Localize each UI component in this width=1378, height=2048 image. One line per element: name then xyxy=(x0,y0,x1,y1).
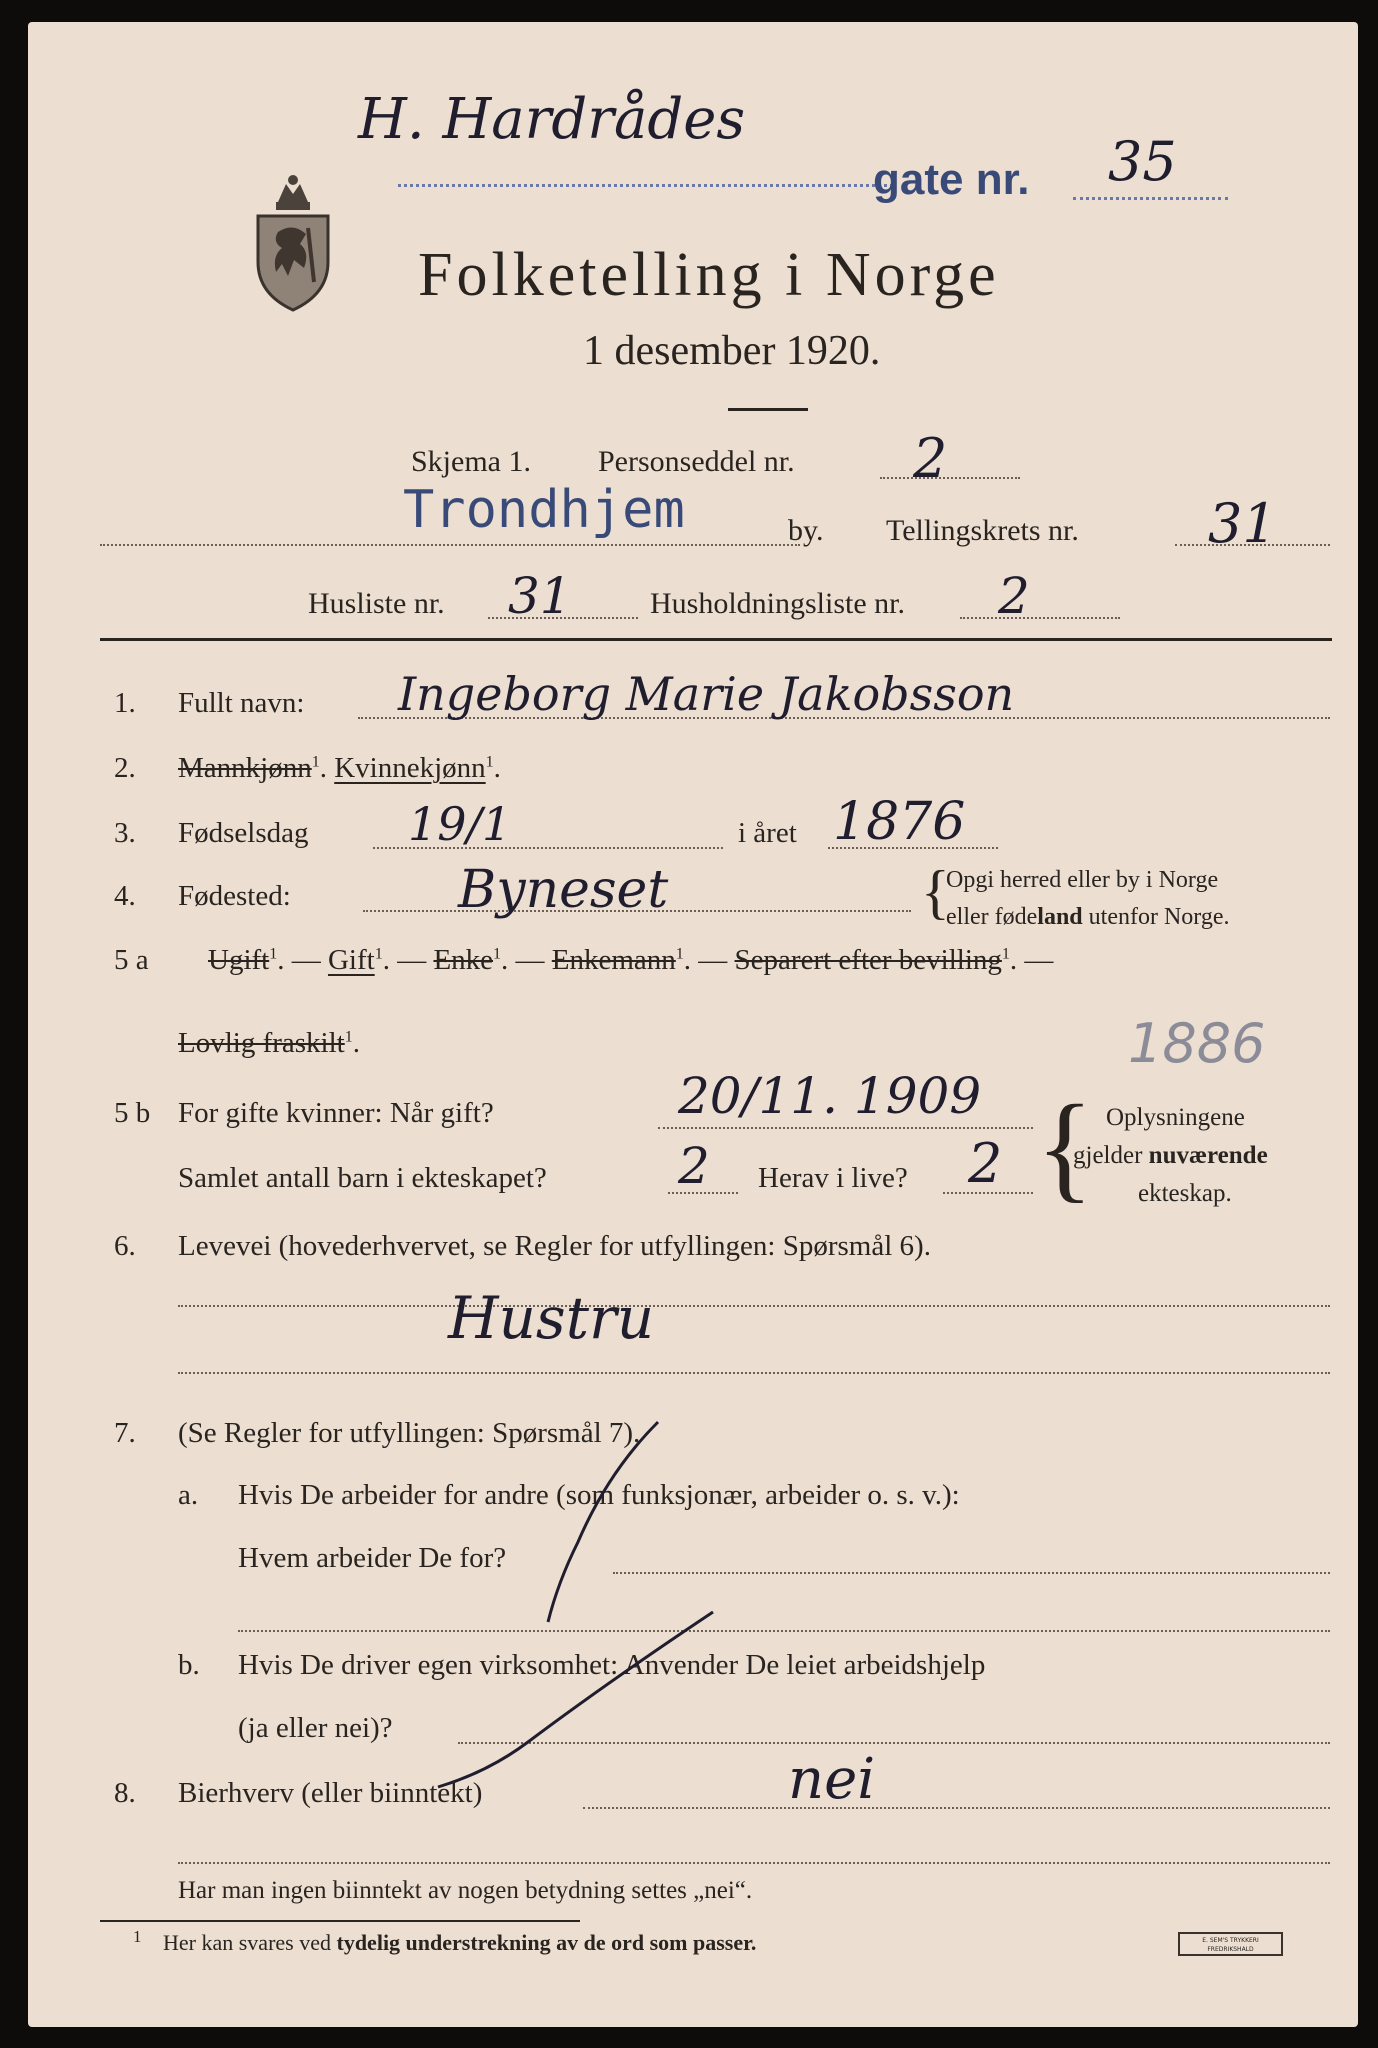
birth-year-value: 1876 xyxy=(833,792,966,852)
q5b-note-2b: nuværende xyxy=(1148,1142,1268,1169)
q5b-label-children: Samlet antall barn i ekteskapet? xyxy=(178,1162,547,1194)
tellingskrets-value: 31 xyxy=(1208,492,1277,555)
street-number: 35 xyxy=(1108,130,1177,193)
q5a-ref-2: 1 xyxy=(374,945,383,963)
q8-line-2 xyxy=(178,1862,1330,1864)
q2-footnote-ref-2: 1 xyxy=(485,753,494,771)
q5a-dash-2: — xyxy=(397,944,427,976)
q4-note-2a: eller føde xyxy=(946,904,1038,930)
q7a-line-2 xyxy=(238,1630,1330,1632)
q5a-ref-3: 1 xyxy=(493,945,502,963)
personseddel-line xyxy=(880,477,1020,479)
q1-label: Fullt navn: xyxy=(178,687,305,719)
children-count-value: 2 xyxy=(678,1137,710,1195)
q8-label: Bierhverv (eller biinntekt) xyxy=(178,1777,483,1809)
q7b-question: (ja eller nei)? xyxy=(238,1712,393,1744)
q5b-note-2a: gjelder xyxy=(1073,1142,1149,1169)
q6-line-1 xyxy=(178,1305,1330,1307)
q7-label: (Se Regler for utfyllingen: Spørsmål 7). xyxy=(178,1417,641,1449)
footnote-text-b: tydelig understrekning av de ord som passer. xyxy=(336,1930,757,1955)
gender-female-option: Kvinnekjønn xyxy=(334,752,486,784)
occupation-value: Hustru xyxy=(448,1284,655,1352)
q5a-dash-1: — xyxy=(291,944,321,976)
side-income-value: nei xyxy=(788,1747,876,1812)
q6-line-2 xyxy=(178,1372,1330,1374)
q3-label: Fødselsdag xyxy=(178,817,309,849)
street-name-handwritten: H. Hardrådes xyxy=(358,87,746,152)
q4-note-1: Opgi herred eller by i Norge xyxy=(946,867,1219,893)
q5a-dash-5: — xyxy=(1024,944,1054,976)
q4-brace: { xyxy=(921,859,950,925)
q5b-note-3: ekteskap. xyxy=(1138,1180,1232,1207)
birth-day-value: 19/1 xyxy=(408,797,512,851)
q7b-text: Hvis De driver egen virksomhet: Anvender De leiet arbeidshjelp xyxy=(238,1649,986,1681)
pencil-margin-note: 1886 xyxy=(1128,1012,1266,1075)
q2-end: . xyxy=(493,752,501,784)
alive-count-value: 2 xyxy=(968,1132,1003,1195)
q7a-text: Hvis De arbeider for andre (som funksjonær, arbeider o. s. v.): xyxy=(238,1479,960,1511)
q4-note-2b: land xyxy=(1037,904,1083,930)
q6-label: Levevei (hovederhvervet, se Regler for utfyllingen: Spørsmål 6). xyxy=(178,1230,931,1262)
personseddel-label: Personseddel nr. xyxy=(598,445,795,478)
q5b-number: 5 b xyxy=(114,1097,151,1129)
q7a-letter: a. xyxy=(178,1479,199,1511)
city-stamp: Trondhjem xyxy=(403,480,685,540)
section-divider xyxy=(100,638,1332,641)
q5b-label-married: For gifte kvinner: Når gift? xyxy=(178,1097,494,1129)
q6-number: 6. xyxy=(114,1230,136,1262)
coat-of-arms-icon xyxy=(248,172,338,312)
status-separert: Separert efter bevilling xyxy=(734,944,1002,976)
married-date-value: 20/11. 1909 xyxy=(678,1067,982,1125)
q8-line xyxy=(583,1807,1330,1809)
q5b-note-2 xyxy=(1073,1142,1268,1170)
q7a-question: Hvem arbeider De for? xyxy=(238,1542,507,1574)
q5a-number: 5 a xyxy=(114,944,149,976)
q8-number: 8. xyxy=(114,1777,136,1809)
q4-note-2c: utenfor Norge. xyxy=(1082,904,1230,930)
q5b-note-1: Oplysningene xyxy=(1106,1104,1245,1131)
husholdning-value: 2 xyxy=(998,567,1030,625)
printer-stamp-line-1: E. SEM'S TRYKKERI xyxy=(1202,1937,1259,1944)
q4-note-2 xyxy=(946,904,1230,931)
status-ugift: Ugift xyxy=(208,944,270,976)
q5a-ref-1: 1 xyxy=(269,945,278,963)
printer-stamp-line-2: FREDRIKSHALD xyxy=(1207,1946,1254,1953)
q7-number: 7. xyxy=(114,1417,136,1449)
footnote-text xyxy=(163,1930,756,1956)
personseddel-value: 2 xyxy=(913,427,948,490)
q5b-married-line xyxy=(658,1127,1033,1129)
footnote-text-a: Her kan svares ved xyxy=(163,1930,337,1955)
q2-separator: . xyxy=(319,752,327,784)
footnote-mark: 1 xyxy=(133,1927,142,1946)
q5a-line-2: Lovlig fraskilt$^1$. xyxy=(178,1027,360,1059)
q4-number: 4. xyxy=(114,880,136,912)
husliste-value: 31 xyxy=(508,567,572,625)
schema-label: Skjema 1. xyxy=(411,445,531,478)
q5a-dash-3: — xyxy=(515,944,545,976)
q5a-dash-4: — xyxy=(698,944,728,976)
full-name-value: Ingeborg Marie Jakobsson xyxy=(398,667,1015,721)
status-gift: Gift xyxy=(327,944,375,976)
tellingskrets-label: Tellingskrets nr. xyxy=(886,514,1079,547)
husholdning-label: Husholdningsliste nr. xyxy=(650,587,906,620)
q3-number: 3. xyxy=(114,817,136,849)
income-note: Har man ingen biinntekt av nogen betydning settes „nei“. xyxy=(178,1877,753,1904)
street-number-line xyxy=(1073,197,1228,200)
title-divider xyxy=(728,408,808,411)
birthplace-value: Byneset xyxy=(458,860,669,920)
cross-out-strokes xyxy=(408,1412,728,1792)
city-line xyxy=(100,544,800,546)
husliste-label: Husliste nr. xyxy=(308,587,445,620)
q5b-brace: { xyxy=(1036,1080,1094,1213)
husholdning-line xyxy=(960,617,1120,619)
q5a-options: Ugift$^1$. — Gift$^1$. — Enke$^1$. — Enkemann$^1$. — Separert efter bevilling$^1$. — xyxy=(208,944,1054,976)
q5b-label-alive: Herav i live? xyxy=(758,1162,908,1194)
gender-male-option: Mannkjønn xyxy=(178,752,312,784)
printer-stamp xyxy=(1178,1932,1283,1956)
street-fill-line xyxy=(398,184,893,187)
census-form-paper xyxy=(28,22,1358,2027)
form-title: Folketelling i Norge xyxy=(418,241,1000,309)
by-label: by. xyxy=(788,514,824,547)
form-date: 1 desember 1920. xyxy=(583,328,881,374)
q5a-ref-5: 1 xyxy=(1001,945,1010,963)
footnote-divider xyxy=(100,1920,580,1922)
q2-number: 2. xyxy=(114,752,136,784)
q5a-ref-4: 1 xyxy=(675,945,684,963)
q2-options xyxy=(178,752,501,785)
q1-number: 1. xyxy=(114,687,136,719)
status-lovlig-fraskilt: Lovlig fraskilt xyxy=(178,1027,345,1059)
q7b-letter: b. xyxy=(178,1649,200,1681)
year-label: i året xyxy=(738,817,797,849)
street-suffix-stamp: gate nr. xyxy=(873,155,1030,204)
q5a-ref-6: 1 xyxy=(344,1028,353,1046)
q4-label: Fødested: xyxy=(178,880,291,912)
status-enke: Enke xyxy=(433,944,494,976)
q2-footnote-ref-1: 1 xyxy=(311,753,320,771)
status-enkemann: Enkemann xyxy=(551,944,676,976)
